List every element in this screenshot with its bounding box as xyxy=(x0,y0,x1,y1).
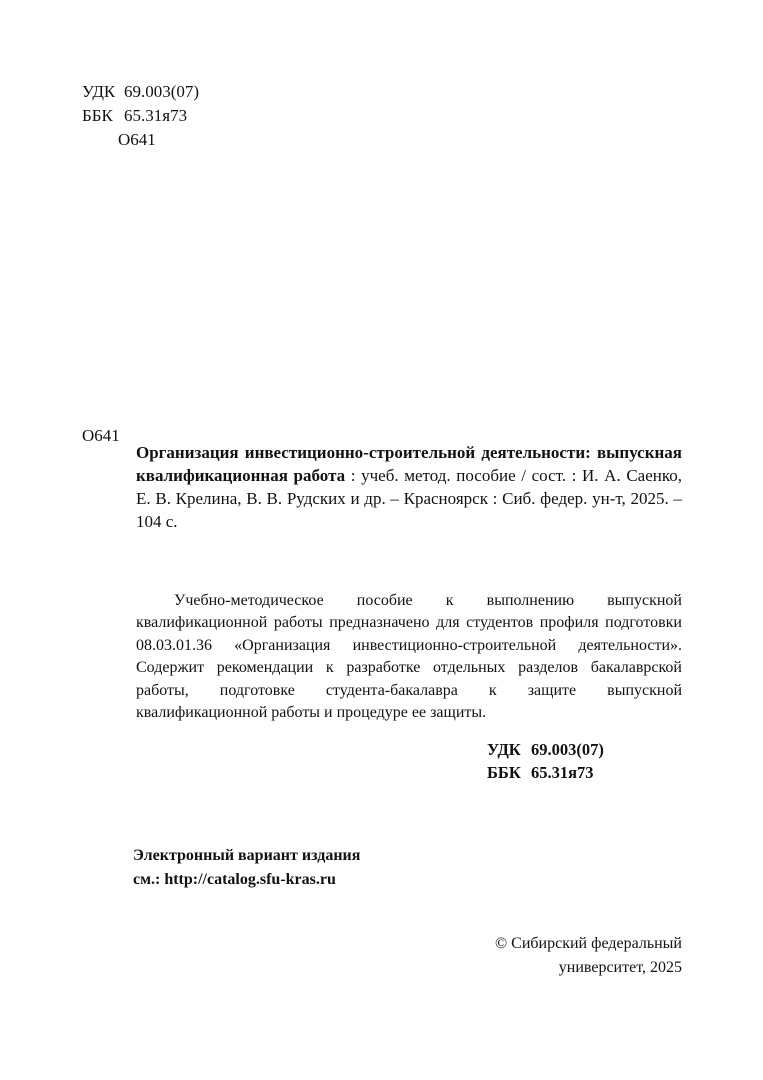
electronic-edition-note xyxy=(133,844,360,892)
bbk-label: ББК xyxy=(82,106,113,125)
entry-title: Организация инвестиционно-строительной деятельности: выпускная квалификационная работа xyxy=(136,443,682,485)
udk-value: 69.003(07) xyxy=(531,740,604,759)
top-codes-block xyxy=(82,80,199,152)
entry-description: : учеб. метод. пособие / сост. : И. А. Саенко, Е. В. Крелина, В. В. Рудских и др. – Красноярск : Сиб. федер. ун-т, 2025. – 104 с. xyxy=(136,466,682,531)
top-udk-line xyxy=(82,80,199,104)
right-codes-block xyxy=(487,738,604,784)
udk-label: УДК xyxy=(82,82,116,101)
copyright-notice xyxy=(495,932,682,980)
udk-label: УДК xyxy=(487,740,521,759)
top-bbk-line xyxy=(82,104,199,128)
top-author-sign-line xyxy=(82,128,199,152)
right-udk-line xyxy=(487,738,604,761)
copyright-line1: © Сибирский федеральный xyxy=(495,935,682,952)
bbk-label: ББК xyxy=(487,763,521,782)
entry-author-sign: О641 xyxy=(82,426,120,445)
annotation-paragraph: Учебно-методическое пособие к выполнению выпускной квалификационной работы предназначено для студентов профиля подготовки 08.03.01.36 «Организация инвестиционно-строительной деятельности». Содержит рекомендации к разработке отдельных разделов бакалаврской работы, подготовке студента-бакалавра к защите выпускной квалификационной работы и процедуре ее защиты. xyxy=(136,592,682,722)
bbk-value: 65.31я73 xyxy=(124,106,188,125)
copyright-line2: университет, 2025 xyxy=(558,959,682,976)
udk-value: 69.003(07) xyxy=(124,82,200,101)
electronic-note-line1: Электронный вариант издания xyxy=(133,847,361,864)
author-sign: О641 xyxy=(118,130,156,149)
bibliographic-entry xyxy=(82,424,682,550)
bbk-value: 65.31я73 xyxy=(531,763,594,782)
catalog-url-link[interactable]: http://catalog.sfu-kras.ru xyxy=(164,871,336,888)
see-prefix: см.: xyxy=(133,871,165,888)
right-bbk-line xyxy=(487,761,604,784)
entry-text xyxy=(82,441,682,533)
electronic-note-line2 xyxy=(133,868,360,892)
